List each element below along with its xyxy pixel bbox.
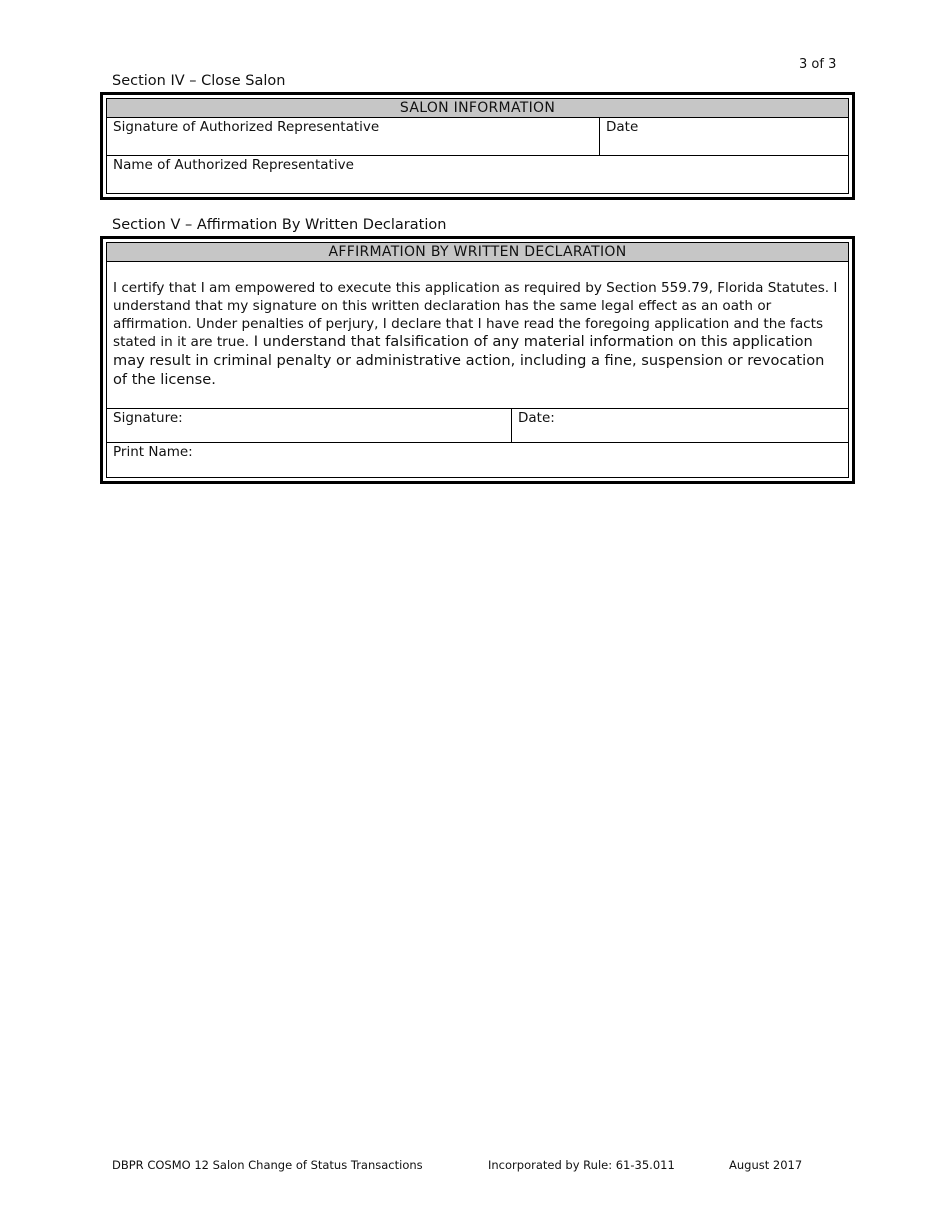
print-name-field[interactable] [107,443,848,477]
footer-form-id: DBPR COSMO 12 Salon Change of Status Transactions [112,1158,423,1172]
salon-information-table [100,92,855,200]
page-number: 3 of 3 [799,57,837,72]
date-field[interactable] [511,409,848,442]
affirmation-header: AFFIRMATION BY WRITTEN DECLARATION [107,243,848,262]
salon-date-field[interactable] [599,118,848,155]
declaration-text-part1: I certify that I am empowered to execute this application as required by Section 559.79, Florida Statutes. I understand that my signature on this written declaration has the same legal effect as an oath or affirmation. Under penalties of perjury, I declare that I have read the foregoing application and the facts stated in it are true. [113,280,838,351]
authorized-name-label: Name of Authorized Representative [113,157,354,173]
authorized-signature-label: Signature of Authorized Representative [113,119,380,135]
declaration-text-part2: I understand that falsification of any material information on this application may result in criminal penalty or administrative action, including a fine, suspension or revocation of the license. [113,333,825,388]
affirmation-table [100,236,855,484]
print-name-row [107,443,848,477]
signature-label: Signature: [113,409,183,426]
affirmation-signature-row [107,409,848,443]
authorized-name-field[interactable] [107,156,848,193]
date-label: Date: [518,409,555,426]
signature-field[interactable] [107,409,511,442]
salon-information-header: SALON INFORMATION [107,99,848,118]
declaration-text [107,262,848,409]
print-name-label: Print Name: [113,443,193,460]
salon-date-label: Date [606,119,639,135]
salon-name-row [107,156,848,193]
salon-signature-row [107,118,848,156]
footer-rule: Incorporated by Rule: 61-35.011 [488,1158,675,1172]
section-iv-title: Section IV – Close Salon [112,73,286,89]
authorized-signature-field[interactable] [107,118,599,155]
footer-date: August 2017 [729,1158,803,1172]
section-v-title: Section V – Affirmation By Written Declaration [112,217,447,233]
